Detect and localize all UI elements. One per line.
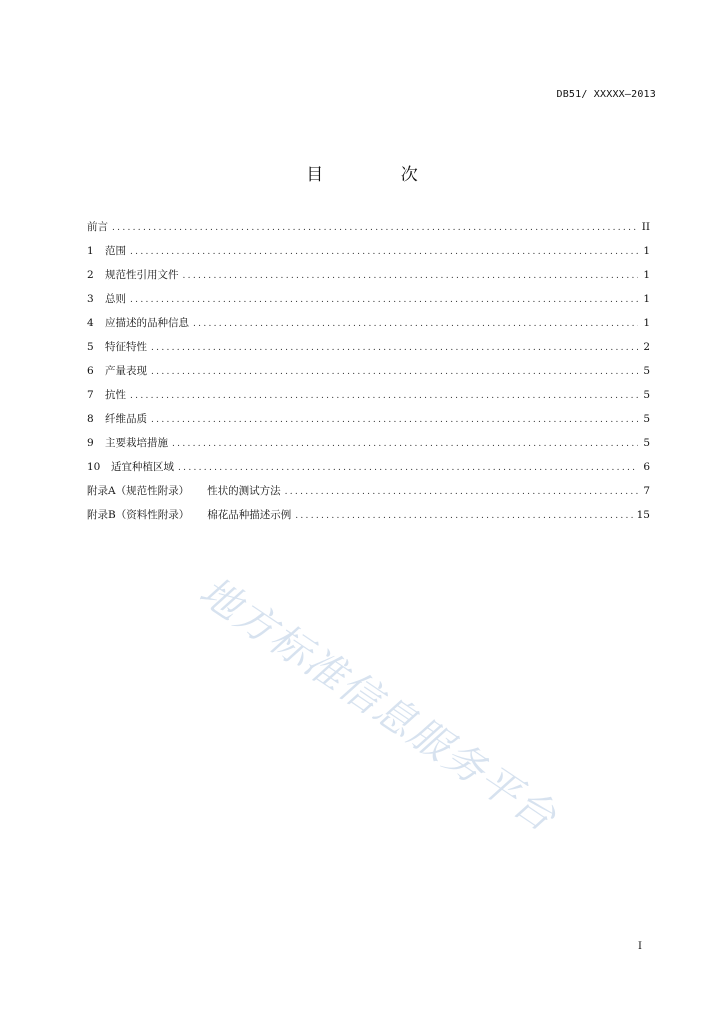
- toc-entry-6[interactable]: [87, 363, 650, 387]
- toc-entry-title: 范围: [105, 245, 126, 257]
- toc-dot-leader: [295, 511, 632, 521]
- toc-entry-number: 3: [87, 293, 94, 305]
- table-of-contents: [87, 219, 650, 531]
- toc-entry-1[interactable]: [87, 243, 650, 267]
- toc-dot-leader: [151, 367, 638, 377]
- toc-page-number: 1: [643, 317, 650, 329]
- toc-entry-title: 产量表现: [105, 365, 147, 377]
- toc-entry-label: [87, 459, 174, 474]
- toc-entry-title: 纤维品质: [105, 413, 147, 425]
- toc-page-number: 15: [636, 509, 650, 521]
- toc-entry-4[interactable]: [87, 315, 650, 339]
- toc-entry-label: [87, 483, 281, 498]
- toc-entry-title: 性状的测试方法: [207, 485, 281, 497]
- toc-entry-title: 总则: [105, 293, 126, 305]
- toc-page-number: 5: [643, 389, 650, 401]
- toc-entry-number: 5: [87, 341, 94, 353]
- toc-entry-label: [87, 387, 126, 402]
- toc-entry-10[interactable]: [87, 459, 650, 483]
- toc-entry-8[interactable]: [87, 411, 650, 435]
- toc-entry-number: 4: [87, 317, 94, 329]
- toc-entry-title: 抗性: [105, 389, 126, 401]
- toc-entry-7[interactable]: [87, 387, 650, 411]
- watermark: 地方标准信息服务平台: [191, 568, 566, 842]
- toc-page-number: 2: [643, 341, 650, 353]
- footer-page-number: I: [638, 941, 642, 952]
- toc-appendix-label: 附录A（规范性附录）: [87, 485, 190, 497]
- toc-page-number: 5: [643, 413, 650, 425]
- toc-entry-title: 前言: [87, 221, 108, 233]
- toc-entry-9[interactable]: [87, 435, 650, 459]
- toc-entry-number: 8: [87, 413, 94, 425]
- toc-page-number: 1: [643, 293, 650, 305]
- toc-dot-leader: [151, 415, 638, 425]
- toc-dot-leader: [183, 271, 639, 281]
- toc-entry-title: 规范性引用文件: [105, 269, 179, 281]
- toc-dot-leader: [172, 439, 638, 449]
- toc-page-number: 6: [643, 461, 650, 473]
- toc-page-number: 5: [643, 365, 650, 377]
- toc-entry-label: [87, 243, 126, 258]
- toc-page-number: 1: [643, 245, 650, 257]
- toc-entry-label: [87, 507, 291, 522]
- toc-entry-number: 1: [87, 245, 94, 257]
- toc-entry-appendix-a[interactable]: [87, 483, 650, 507]
- toc-dot-leader: [178, 463, 638, 473]
- toc-dot-leader: [193, 319, 638, 329]
- toc-entry-label: [87, 435, 168, 450]
- toc-entry-number: 10: [87, 461, 101, 473]
- toc-entry-3[interactable]: [87, 291, 650, 315]
- toc-dot-leader: [130, 391, 638, 401]
- toc-entry-appendix-b[interactable]: [87, 507, 650, 531]
- toc-dot-leader: [112, 223, 638, 233]
- toc-entry-2[interactable]: [87, 267, 650, 291]
- toc-page-number: 7: [643, 485, 650, 497]
- toc-page-number: 5: [643, 437, 650, 449]
- toc-entry-number: 6: [87, 365, 94, 377]
- toc-entry-number: 9: [87, 437, 94, 449]
- toc-entry-label: [87, 339, 147, 354]
- toc-entry-title: 棉花品种描述示例: [207, 509, 292, 521]
- toc-title: 目 次: [306, 165, 454, 185]
- toc-entry-title: 应描述的品种信息: [105, 317, 189, 329]
- toc-entry-title: 特征特性: [105, 341, 147, 353]
- toc-entry-label: [87, 267, 179, 282]
- toc-appendix-label: 附录B（资料性附录）: [87, 509, 190, 521]
- standard-code-header: DB51/ XXXXX—2013: [556, 89, 656, 100]
- toc-page-number: II: [641, 221, 650, 233]
- toc-dot-leader: [285, 487, 638, 497]
- toc-entry-number: 7: [87, 389, 94, 401]
- toc-dot-leader: [130, 247, 638, 257]
- toc-entry-label: [87, 315, 189, 330]
- toc-entry-label: [87, 411, 147, 426]
- toc-entry-label: [87, 363, 147, 378]
- toc-entry-number: 2: [87, 269, 94, 281]
- toc-entry-foreword[interactable]: [87, 219, 650, 243]
- toc-dot-leader: [151, 343, 638, 353]
- toc-dot-leader: [130, 295, 638, 305]
- toc-page-number: 1: [643, 269, 650, 281]
- toc-entry-5[interactable]: [87, 339, 650, 363]
- toc-entry-title: 适宜种植区域: [111, 461, 174, 473]
- toc-entry-title: 主要栽培措施: [105, 437, 168, 449]
- toc-entry-label: [87, 291, 126, 306]
